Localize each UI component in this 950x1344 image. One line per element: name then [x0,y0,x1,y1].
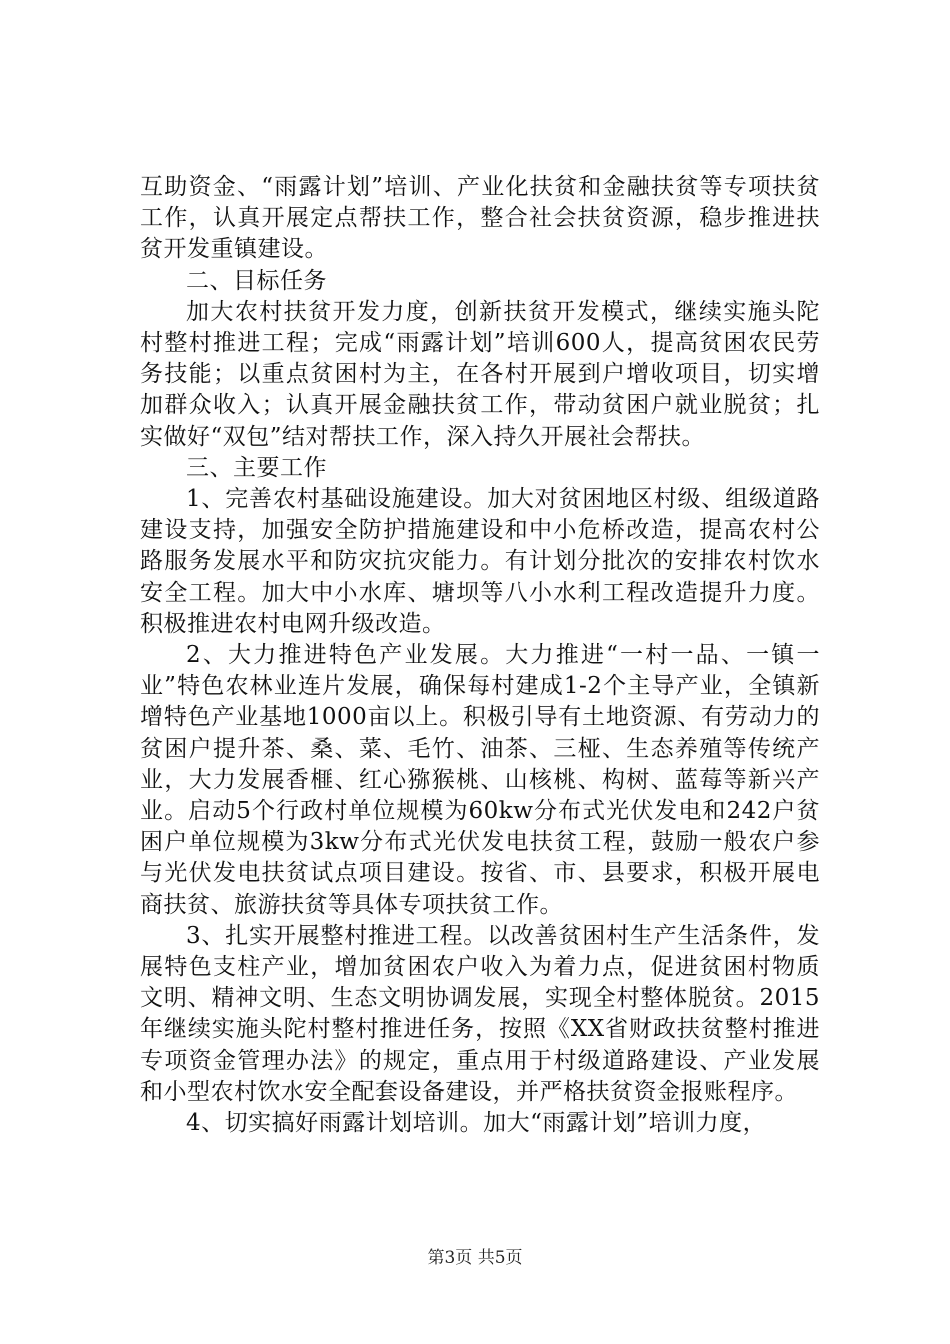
document-body [140,172,820,1139]
paragraph-item-2: 2、大力推进特色产业发展。大力推进“一村一品、一镇一业”特色农林业连片发展，确保每村建成1-2个主导产业，全镇新增特色产业基地1000亩以上。积极引导有土地资源、有劳动力的贫困户提升茶、桑、菜、毛竹、油茶、三桠、生态养殖等传统产业，大力发展香榧、红心猕猴桃、山核桃、构树、蓝莓等新兴产业。启动5个行政村单位规模为60kw分布式光伏发电和242户贫困户单位规模为3kw分布式光伏发电扶贫工程，鼓励一般农户参与光伏发电扶贫试点项目建设。按省、市、县要求，积极开展电商扶贫、旅游扶贫等具体专项扶贫工作。 [140,642,820,918]
paragraph-continued: 互助资金、“雨露计划”培训、产业化扶贫和金融扶贫等专项扶贫工作，认真开展定点帮扶工作，整合社会扶贫资源，稳步推进扶贫开发重镇建设。 [140,174,820,263]
section-heading-main-work: 三、主要工作 [186,454,327,481]
paragraph-item-4: 4、切实搞好雨露计划培训。加大“雨露计划”培训力度， [186,1110,767,1137]
paragraph-goals: 加大农村扶贫开发力度，创新扶贫开发模式，继续实施头陀村整村推进工程；完成“雨露计划”培训600人，提高贫困农民劳务技能；以重点贫困村为主，在各村开展到户增收项目，切实增加群众收入；认真开展金融扶贫工作，带动贫困户就业脱贫；扎实做好“双包”结对帮扶工作，深入持久开展社会帮扶。 [140,298,820,450]
paragraph-item-3: 3、扎实开展整村推进工程。以改善贫困村生产生活条件，发展特色支柱产业，增加贫困农户收入为着力点，促进贫困村物质文明、精神文明、生态文明协调发展，实现全村整体脱贫。2015年继续实施头陀村整村推进任务，按照《XX省财政扶贫整村推进专项资金管理办法》的规定，重点用于村级道路建设、产业发展和小型农村饮水安全配套设备建设，并严格扶贫资金报账程序。 [140,922,820,1105]
section-heading-goals: 二、目标任务 [186,267,327,294]
paragraph-item-1: 1、完善农村基础设施建设。加大对贫困地区村级、组级道路建设支持，加强安全防护措施建设和中小危桥改造，提高农村公路服务发展水平和防灾抗灾能力。有计划分批次的安排农村饮水安全工程。加大中小水库、塘坝等八小水利工程改造提升力度。积极推进农村电网升级改造。 [140,486,820,637]
page-footer: 第3页 共5页 [427,1248,523,1268]
